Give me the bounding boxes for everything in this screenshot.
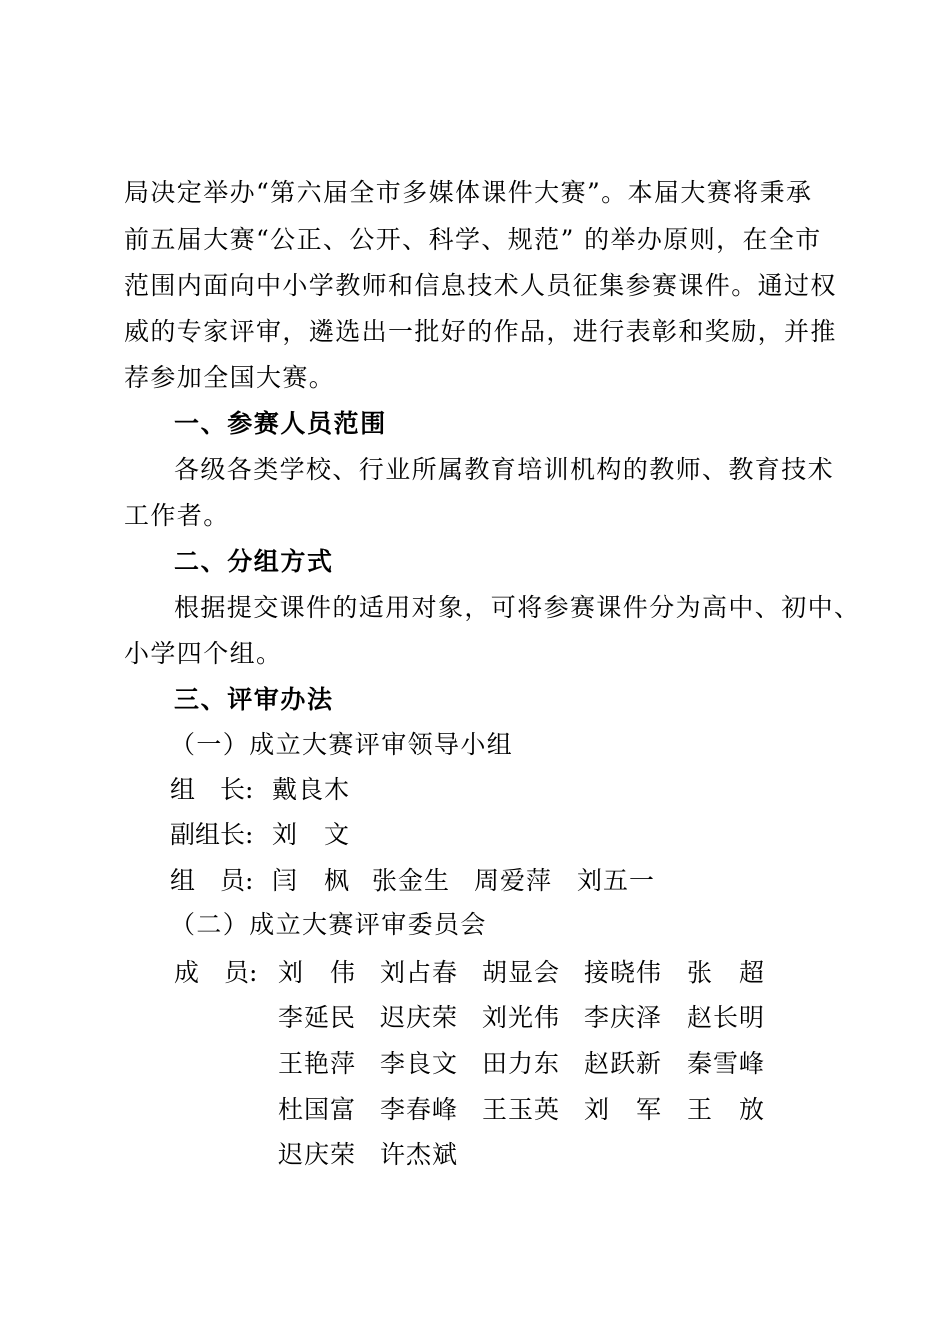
paragraph-line: 威的专家评审，遴选出一批好的作品，进行表彰和奖励，并推	[124, 317, 837, 346]
deputy-name: 刘 文	[272, 820, 351, 849]
paragraph-line: 各级各类学校、行业所属教育培训机构的教师、教育技术	[174, 455, 835, 484]
member-name: 闫 枫	[272, 866, 351, 895]
committee-member: 张 超	[687, 958, 766, 987]
member-name: 周爱萍	[474, 866, 553, 895]
paragraph-line: 荐参加全国大赛。	[124, 363, 336, 392]
section-heading: 二、分组方式	[174, 547, 334, 576]
committee-member: 王艳萍	[278, 1049, 357, 1078]
committee-member: 刘 伟	[278, 958, 357, 987]
committee-member: 迟庆荣	[278, 1140, 357, 1169]
committee-member: 刘占春	[380, 958, 459, 987]
committee-member: 赵跃新	[584, 1049, 663, 1078]
paragraph-line: 工作者。	[124, 501, 230, 530]
subsection-heading: （一）成立大赛评审领导小组	[170, 730, 514, 759]
committee-member: 刘光伟	[482, 1003, 561, 1032]
committee-member: 王 放	[687, 1095, 766, 1124]
subsection-heading: （二）成立大赛评审委员会	[170, 910, 487, 939]
committee-member: 杜国富	[278, 1095, 357, 1124]
section-heading: 三、评审办法	[174, 685, 334, 714]
committee-member: 李春峰	[380, 1095, 459, 1124]
committee-member: 许杰斌	[380, 1140, 459, 1169]
paragraph-line: 根据提交课件的适用对象，可将参赛课件分为高中、初中、	[174, 593, 861, 622]
committee-member: 赵长明	[687, 1003, 766, 1032]
committee-member: 李庆泽	[584, 1003, 663, 1032]
committee-member: 李延民	[278, 1003, 357, 1032]
leader-label: 组 长:	[170, 775, 254, 804]
section-heading: 一、参赛人员范围	[174, 409, 387, 438]
paragraph-line: 前五届大赛“公正、公开、科学、规范” 的举办原则，在全市	[124, 225, 822, 254]
paragraph-line: 范围内面向中小学教师和信息技术人员征集参赛课件。通过权	[124, 271, 837, 300]
members-label: 组 员:	[170, 866, 254, 895]
member-name: 刘五一	[577, 866, 656, 895]
member-name: 张金生	[372, 866, 451, 895]
committee-member: 胡显会	[482, 958, 561, 987]
leader-name: 戴良木	[272, 775, 351, 804]
committee-member: 秦雪峰	[687, 1049, 766, 1078]
committee-member: 田力东	[482, 1049, 561, 1078]
committee-member: 王玉英	[482, 1095, 561, 1124]
paragraph-line: 局决定举办“第六届全市多媒体课件大赛”。本届大赛将秉承	[124, 178, 813, 207]
committee-member: 刘 军	[584, 1095, 663, 1124]
committee-member: 李良文	[380, 1049, 459, 1078]
committee-label: 成 员:	[174, 958, 258, 987]
paragraph-line: 小学四个组。	[124, 639, 283, 668]
deputy-label: 副组长:	[170, 820, 254, 849]
committee-member: 接晓伟	[584, 958, 663, 987]
committee-member: 迟庆荣	[380, 1003, 459, 1032]
